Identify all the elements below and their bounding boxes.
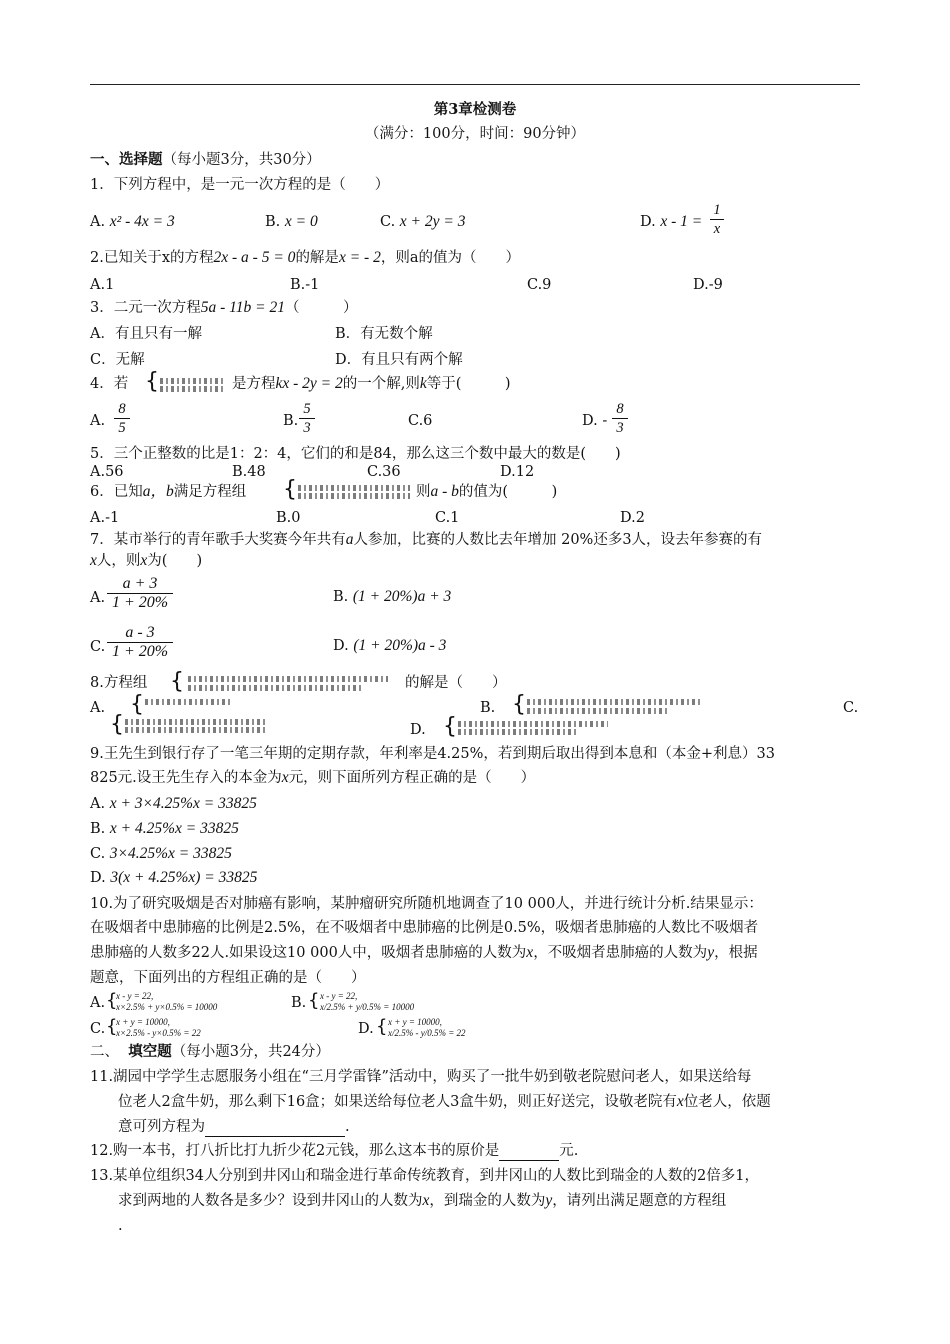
q10-option-b-eq1: x - y = 22, [320, 991, 358, 1001]
q13-line3: . [118, 1218, 123, 1234]
q12-answer-blank[interactable] [499, 1146, 559, 1161]
q13-line2: 求到两地的人数各是多少？设到井冈山的人数为x，到瑞金的人数为y，请列出满足题意的方程组 [118, 1192, 727, 1209]
q7-option-d: D. (1 + 20%)a - 3 [333, 637, 447, 654]
q5-option-a: A.56 [90, 464, 124, 480]
q6-system-image [298, 485, 410, 491]
q2-option-a: A.1 [90, 277, 115, 293]
q10-option-a-label: A. [90, 995, 106, 1011]
q8-option-b-image [527, 699, 702, 705]
q8-system-image [188, 676, 388, 682]
q10-option-a-eq1: x - y = 22, [116, 991, 154, 1001]
q2-option-d: D.-9 [693, 277, 723, 293]
q8-option-a-image-2 [125, 719, 265, 725]
q8-stem-rest: 的解是（ ） [405, 675, 507, 691]
q1-option-a: A. x² - 4x = 3 [90, 213, 175, 230]
q5-option-c: C.36 [367, 464, 401, 480]
q8-option-d-image-2 [458, 729, 578, 735]
q5-stem: 5．三个正整数的比是1：2：4，它们的和是84，那么这三个数中最大的数是( ) [90, 446, 621, 462]
q7-option-a-label: A. [90, 590, 106, 606]
q4-system-brace: { [145, 369, 159, 394]
q5-option-b: B.48 [232, 464, 266, 480]
q4-option-c: C.6 [408, 413, 433, 429]
q5-option-d: D.12 [500, 464, 535, 480]
q8-stem-start: 8.方程组 [90, 675, 148, 691]
q2-stem: 2.已知关于x的方程2x - a - 5 = 0的解是x = - 2，则a的值为（ ） [90, 249, 520, 266]
q10-option-b-label: B. [291, 995, 307, 1011]
q4-option-d-fraction: $\frac{8}{3}$ [612, 400, 628, 437]
q1-option-d: D. x - 1 = [640, 213, 703, 230]
q10-option-a-eq2: x×2.5% + y×0.5% = 10000 [116, 1002, 218, 1012]
q9-line2: 825元.设王先生存入的本金为x元，则下面所列方程正确的是（ ） [90, 769, 536, 786]
q7-option-c-label: C. [90, 639, 106, 655]
q10-option-d-eq2: x/2.5% - y/0.5% = 22 [388, 1028, 466, 1038]
section-heading-note: （每小题3分，共30分） [162, 152, 321, 168]
q10-line2: 在吸烟者中患肺癌的比例是2.5%，在不吸烟者中患肺癌的比例是0.5%，吸烟者患肺癌的人数比不吸烟者 [90, 920, 759, 936]
q8-option-a-image [145, 699, 230, 705]
q9-option-d: D. 3(x + 4.25%x) = 33825 [90, 869, 258, 886]
q9-line1: 9.王先生到银行存了一笔三年期的定期存款，年利率是4.25%，若到期后取出得到本息和（本金+利息）33 [90, 746, 775, 762]
q11-line3: 意可列方程为 . [118, 1119, 350, 1135]
q10-option-a-brace: { [106, 990, 118, 1011]
section-heading-2: 二、 填空题（每小题3分，共24分） [90, 1043, 330, 1060]
q3-option-d: D．有且只有两个解 [335, 352, 463, 368]
q12-stem: 12.购一本书，打八折比打九折少花2元钱，那么这本书的原价是 元. [90, 1143, 579, 1159]
q8-option-c-label: C. [843, 700, 859, 716]
q10-line1: 10.为了研究吸烟是否对肺癌有影响，某肿瘤研究所随机地调查了10 000人，并进行统计分析.结果显示： [90, 896, 763, 912]
q6-option-d: D.2 [620, 510, 645, 526]
q6-system-image-2 [298, 493, 410, 499]
q6-system-brace: { [283, 477, 297, 502]
q4-system-image-2 [160, 386, 225, 392]
q9-option-b: B. x + 4.25%x = 33825 [90, 820, 239, 837]
q3-stem: 3．二元一次方程5a - 11b = 21（ ） [90, 299, 358, 316]
q10-line3: 患肺癌的人数多22人.如果设这10 000人中，吸烟者患肺癌的人数为x，不吸烟者患肺癌的人数为y，根据 [90, 944, 758, 961]
q7-line1: 7．某市举行的青年歌手大奖赛今年共有a人参加，比赛的人数比去年增加 20%还多3人，设去年参赛的有 [90, 531, 763, 548]
q8-option-a-image-3 [125, 727, 265, 733]
q3-option-b: B．有无数个解 [335, 326, 433, 342]
q1-option-c: C. x + 2y = 3 [380, 213, 466, 230]
q7-option-b: B. (1 + 20%)a + 3 [333, 588, 452, 605]
q8-system-brace: { [170, 669, 184, 694]
q10-option-d-label: D. [358, 1021, 374, 1037]
q4-option-b-fraction: $\frac{5}{3}$ [299, 400, 315, 437]
q7-line2: x人，则x为( ) [90, 552, 203, 569]
q10-option-d-eq1: x + y = 10000, [388, 1017, 442, 1027]
section-heading-label: 一、选择题 [90, 151, 163, 168]
q7-option-a-fraction: $\frac{a + 3}{1 + 20\%}$ [107, 575, 173, 612]
q10-option-b-eq2: x/2.5% + y/0.5% = 10000 [320, 1002, 415, 1012]
q4-option-b-label: B. [283, 413, 299, 429]
q13-line1: 13.某单位组织34人分别到井冈山和瑞金进行革命传统教育，到井冈山的人数比到瑞金的人数的2倍多1， [90, 1168, 759, 1184]
q4-option-a-fraction: $\frac{8}{5}$ [114, 400, 130, 437]
q10-option-c-eq1: x + y = 10000, [116, 1017, 170, 1027]
q8-option-d-image [458, 721, 608, 727]
q1-option-b: B. x = 0 [265, 213, 318, 230]
q4-system-image [160, 378, 225, 384]
q9-option-c: C. 3×4.25%x = 33825 [90, 845, 232, 862]
page-title: 第3章检测卷 [433, 101, 517, 118]
q2-option-c: C.9 [527, 277, 552, 293]
q11-line1: 11.湖园中学学生志愿服务小组在“三月学雷锋”活动中，购买了一批牛奶到敬老院慰问老人，如果送给每 [90, 1069, 752, 1085]
q4-option-a-label: A. [90, 413, 106, 429]
q4-stem-rest: 是方程kx - 2y = 2的一个解,则k等于( ) [232, 375, 511, 392]
q11-line2: 位老人2盒牛奶，那么剩下16盒；如果送给每位老人3盒牛奶，则正好送完，设敬老院有x位老人，依题 [118, 1093, 771, 1110]
q6-stem-rest: 则a - b的值为( ) [416, 483, 558, 500]
q10-option-b-brace: { [308, 990, 320, 1011]
q3-option-a: A．有且只有一解 [90, 326, 202, 342]
q7-option-c-fraction: $\frac{a - 3}{1 + 20\%}$ [107, 624, 173, 661]
q8-option-b-image-2 [527, 708, 667, 714]
q8-option-a-brace-2: { [110, 712, 124, 737]
q3-option-c: C．无解 [90, 352, 145, 368]
page-subtitle: （满分：100分，时间：90分钟） [364, 126, 586, 142]
q9-option-a: A. x + 3×4.25%x = 33825 [90, 795, 257, 812]
q6-option-c: C.1 [435, 510, 460, 526]
q8-option-d-label: D. [410, 722, 426, 738]
q8-system-image-2 [188, 685, 363, 691]
q10-option-c-brace: { [106, 1016, 118, 1037]
q4-option-d-label: D. - [582, 413, 608, 429]
q10-option-c-eq2: x×2.5% - y×0.5% = 22 [116, 1028, 201, 1038]
q6-option-a: A.-1 [90, 510, 120, 526]
section-heading [90, 150, 321, 170]
top-rule [90, 84, 860, 85]
q4-stem-start: 4．若 [90, 376, 129, 392]
q11-answer-blank[interactable] [205, 1122, 345, 1137]
q6-stem-start: 6．已知a，b满足方程组 [90, 483, 247, 500]
q1-option-d-fraction: $\frac{1}{x}$ [710, 201, 724, 238]
q10-line4: 题意，下面列出的方程组正确的是（ ） [90, 970, 366, 986]
q8-option-a-label: A. [90, 700, 106, 716]
q8-option-a-brace: { [130, 692, 144, 717]
q2-option-b: B.-1 [290, 277, 320, 293]
q10-option-c-label: C. [90, 1021, 106, 1037]
q8-option-b-label: B. [480, 700, 496, 716]
q6-option-b: B.0 [276, 510, 301, 526]
q10-option-d-brace: { [376, 1016, 388, 1037]
q8-option-d-brace: { [443, 714, 457, 739]
q8-option-b-brace: { [512, 692, 526, 717]
q1-stem: 1．下列方程中，是一元一次方程的是（ ） [90, 177, 390, 193]
